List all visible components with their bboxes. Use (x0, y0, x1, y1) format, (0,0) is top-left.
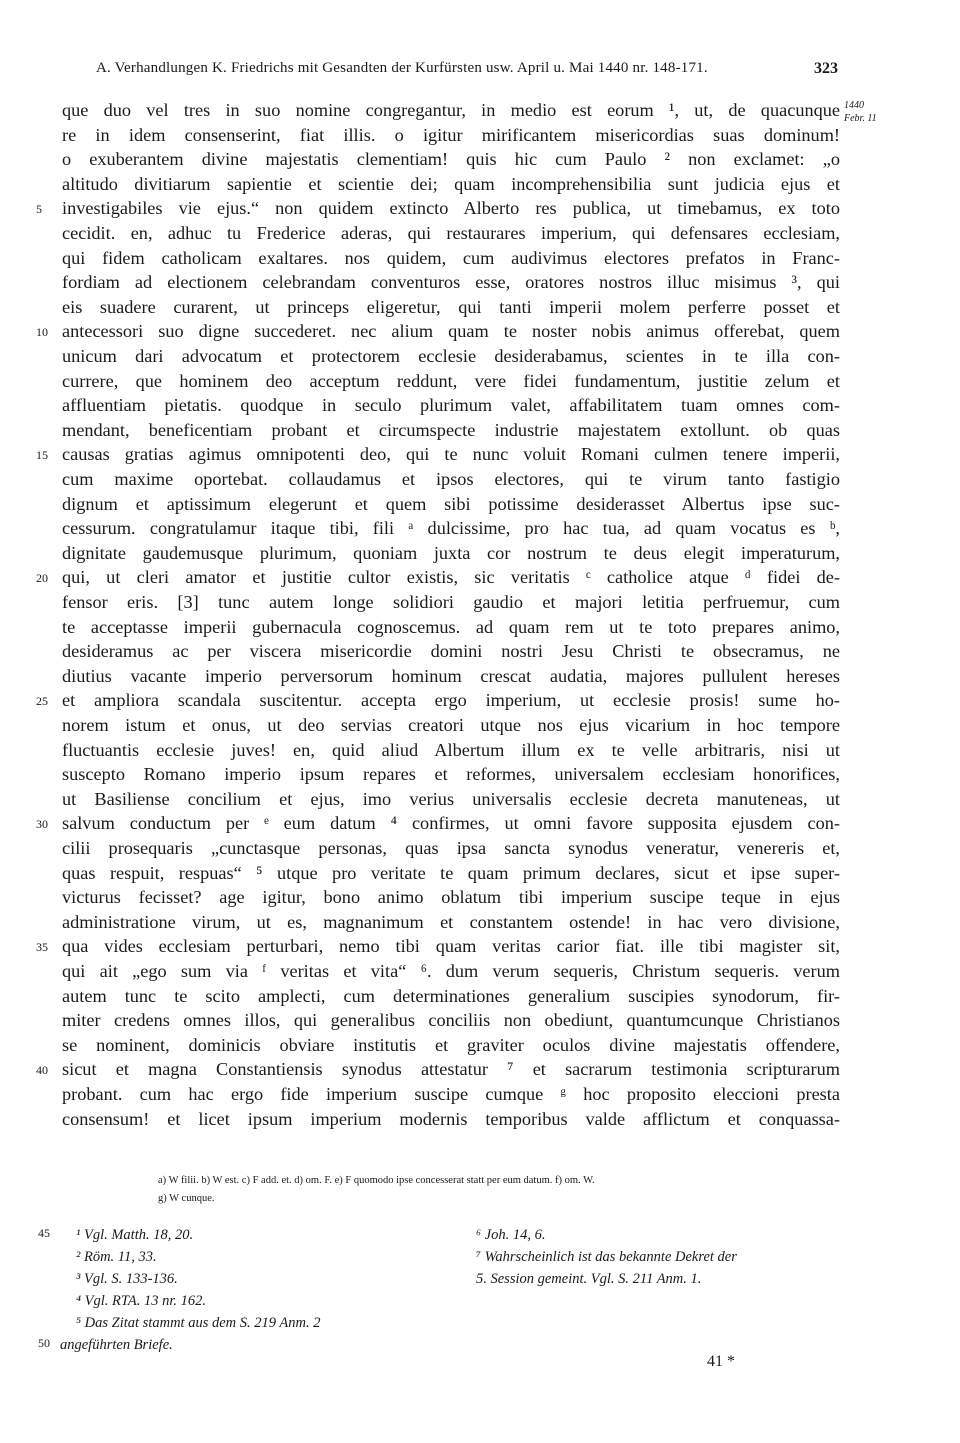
text-line: cessurum. congratulamur itaque tibi, fili ᵃ dulcissime, pro hac tua, ad quam vocatus es ᵇ, (62, 518, 840, 539)
text-line: qui ait „ego sum via ᶠ veritas et vita“ ⁶. dum verum sequeris, Christum sequeris. verum (62, 961, 840, 981)
text-line: que duo vel tres in suo nomine congregantur, in medio est eorum ¹, ut, de quacunque (62, 100, 840, 120)
line-number: 10 (36, 325, 48, 340)
line-number: 5 (36, 202, 42, 217)
text-line: qua vides ecclesiam perturbari, nemo tibi quam veritas carior fiat. ille tibi magister sit, (62, 936, 840, 957)
footnote-6: ⁶ Joh. 14, 6. (476, 1227, 546, 1243)
text-line: probant. cum hac ergo fide imperium suscipe cumque ᵍ hoc proposito eleccioni presta (62, 1084, 840, 1104)
text-line: qui, ut cleri amator et justitie cultor existis, sic veritatis ᶜ catholice atque ᵈ fidei de- (62, 567, 840, 588)
text-line: quas respuit, respuas“ ⁵ utque pro veritate te quam primum declares, sicut et ipse super- (62, 862, 840, 883)
line-number: 25 (36, 694, 48, 709)
footnote-2: ² Röm. 11, 33. (76, 1249, 157, 1265)
text-line: currere, que hominem deo acceptum reddunt, vere fidei fundamentum, justitie zelum et (62, 370, 840, 391)
line-number: 30 (36, 817, 48, 832)
line-number: 15 (36, 448, 48, 463)
text-line: re in idem consenserint, fiat illis. o igitur mirificantem misericordias suas dominum! (62, 124, 840, 145)
text-line: qui fidem catholicam exaltares. nos quidem, cum audivimus electores prefatos in Franc- (62, 247, 840, 268)
critical-apparatus-line: g) W cunque. (158, 1193, 215, 1204)
text-line: dignitate gaudemusque plurimum, quoniam juxta cor nostrum te deus elegit imperaturum, (62, 542, 840, 563)
text-line: victurus fecisset? age igitur, bono animo oblatum tibi imperium suscipe teque in ejus (62, 887, 840, 908)
text-line: fensor eris. [3] tunc autem longe solidiori gaudio et majori letitia perfruemur, cum (62, 592, 840, 612)
text-line: fordiam ad electionem celebrandam conventuros esse, oratores nostros illuc misimus ³, qui (62, 272, 840, 293)
page-number: 323 (814, 60, 838, 77)
text-line: norem istum et onus, ut deo servias creatori utque nos ejus vicarium in hoc tempore (62, 715, 840, 735)
text-line: miter credens omnes illos, qui generalibus conciliis non obediunt, quantumcunque Christianos (62, 1010, 840, 1031)
text-line: cecidit. en, adhuc tu Frederice aderas, qui restaurares imperium, qui defensares ecclesiam, (62, 223, 840, 243)
text-line: altitudo divitiarum sapientie et scientie dei; quam incomprehensibilia sunt judicia ejus et (62, 173, 840, 194)
text-line: antecessori suo digne succederet. nec alium quam te noster nobis animus offerebat, quem (62, 321, 840, 342)
text-line: o exuberantem divine majestatis clementiam! quis hic cum Paulo ² non exclamet: „o (62, 149, 840, 170)
line-number: 20 (36, 571, 48, 586)
text-line: eis suadere curarent, ut princeps eligeretur, qui tanti imperii molem perferre posset et (62, 296, 840, 317)
text-line: sicut et magna Constantiensis synodus attestatur ⁷ et sacrarum testimonia scripturarum (62, 1059, 840, 1080)
text-line: dignum et aptissimum elegerunt et quem sibi potissime desiderasset Albertus ipse suc- (62, 493, 840, 514)
margin-date: Febr. 11 (844, 113, 877, 124)
text-line: autem tunc te scito amplecti, cum determinationes generalium suscipies synodorum, fir- (62, 985, 840, 1006)
text-line: investigabiles vie ejus.“ non quidem extincto Alberto res publica, ut timebamus, ex toto (62, 198, 840, 219)
text-line: cum maxime oportebat. collaudamus et ipsos electores, qui te virum tanto fastigio (62, 469, 840, 489)
text-line: administratione virum, ut es, magnanimum et constantem ostende! in hac vero divisione, (62, 911, 840, 932)
text-line: salvum conductum per ᵉ eum datum ⁴ confirmes, ut omni favore supposita ejusdem con- (62, 813, 840, 834)
running-title: A. Verhandlungen K. Friedrichs mit Gesandten der Kurfürsten usw. April u. Mai 1440 nr. 148-171. (96, 60, 708, 76)
footnote-7-continued: 5. Session gemeint. Vgl. S. 211 Anm. 1. (476, 1271, 702, 1287)
text-line: diutius vacante imperio perversorum hominum crescat audatia, majores pullulent hereses (62, 665, 840, 686)
footnote-5: ⁵ Das Zitat stammt aus dem S. 219 Anm. 2 (76, 1315, 321, 1331)
critical-apparatus (158, 1172, 838, 1208)
text-line: consensum! et licet ipsum imperium modernis temporibus valde afflictum et conquassa- (62, 1108, 840, 1129)
line-number: 40 (36, 1063, 48, 1078)
footnote-4: ⁴ Vgl. RTA. 13 nr. 162. (76, 1293, 207, 1309)
text-line: cilii prosequaris „cunctasque personas, quas ipsa sancta synodus veneratur, venereris et, (62, 838, 840, 858)
footnote-7: ⁷ Wahrscheinlich ist das bekannte Dekret der (476, 1249, 737, 1265)
text-line: suscepto Romano imperio ipsum repares et reformes, universalem ecclesiam honorifices, (62, 764, 840, 785)
critical-apparatus-line: a) W filii. b) W est. c) F add. et. d) om. F. e) F quomodo ipse concesserat statt per eum datum. f) om. W. (158, 1175, 595, 1186)
text-line: causas gratias agimus omnipotenti deo, qui te nunc voluit Romani culmen tenere imperii, (62, 444, 840, 465)
footnote-line-number: 50 (38, 1336, 50, 1350)
text-line: mendant, beneficentiam probant et circumspecte industrie majestatem extollunt. ob quas (62, 419, 840, 440)
text-line: te acceptasse imperii gubernacula cognoscemus. ad quam rem ut te toto prepares animo, (62, 616, 840, 637)
margin-year: 1440 (844, 100, 864, 111)
text-line: et ampliora scandala suscitentur. accepta ergo imperium, ut ecclesie prosis! sume ho- (62, 690, 840, 711)
text-line: se nominent, dominicis obviare institutis et graviter oculos divine majestatis offendere, (62, 1034, 840, 1055)
text-line: ut Basiliense concilium et ejus, imo verius universalis ecclesie decreta manuteneas, ut (62, 788, 840, 809)
text-line: affluentiam pietatis. quodque in seculo plurimum valet, affabilitatem tuam omnes com- (62, 395, 840, 416)
text-line: desideramus ac per viscera misericordie domini nostri Jesu Christi te obsecramus, ne (62, 641, 840, 662)
footnote-line-number: 45 (38, 1226, 50, 1240)
footnote-3: ³ Vgl. S. 133-136. (76, 1271, 178, 1287)
footnote-5-continued: angeführten Briefe. (60, 1337, 173, 1353)
line-number: 35 (36, 940, 48, 955)
text-line: unicum dari advocatum et protectorem ecclesie desiderabamus, scientes in te illa con- (62, 346, 840, 366)
footnote-1: ¹ Vgl. Matth. 18, 20. (76, 1227, 194, 1243)
text-line: fluctuantis ecclesie juves! en, quid aliud Albertum illum ex te velle arbitraris, nisi ut (62, 739, 840, 760)
signature-mark: 41 * (707, 1353, 735, 1370)
